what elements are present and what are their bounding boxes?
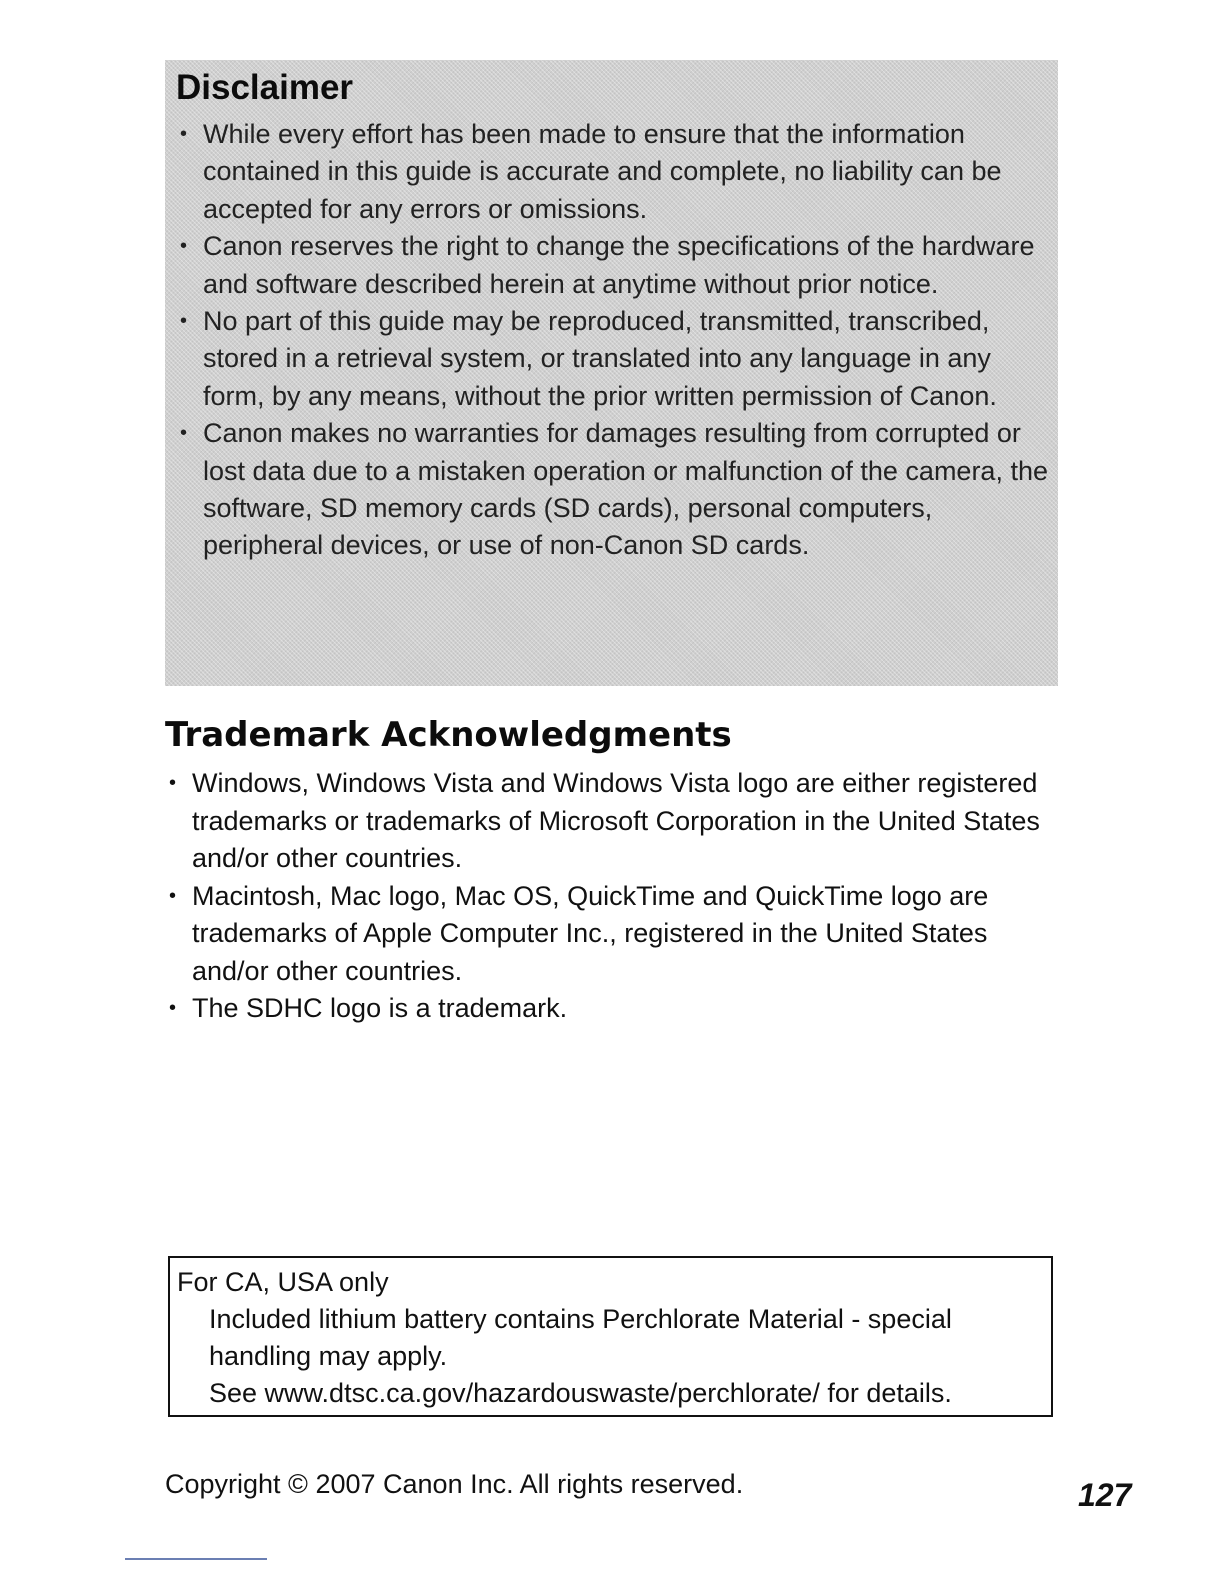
disclaimer-item: • Canon reserves the right to change the specifications of the hardware and software described herein at anytime without prior notice. (176, 228, 1048, 303)
disclaimer-box (165, 60, 1058, 686)
notice-link-line: See www.dtsc.ca.gov/hazardouswaste/perchlorate/ for details. (209, 1378, 952, 1408)
perchlorate-notice-box (168, 1256, 1053, 1417)
bottom-rule (125, 1558, 267, 1560)
disclaimer-item: • While every effort has been made to ensure that the information contained in this guide is accurate and complete, no liability can be accepted for any errors or omissions. (176, 116, 1048, 228)
trademark-title: Trademark Acknowledgments (165, 715, 732, 755)
disclaimer-item: • Canon makes no warranties for damages resulting from corrupted or lost data due to a mistaken operation or malfunction of the camera, the software, SD memory cards (SD cards), personal computers, peripheral devices, or use of non-Canon SD cards. (176, 415, 1048, 565)
trademark-item: • Macintosh, Mac logo, Mac OS, QuickTime and QuickTime logo are trademarks of Apple Computer Inc., registered in the United States and/or other countries. (165, 878, 1055, 991)
notice-heading: For CA, USA only (177, 1267, 389, 1297)
disclaimer-item: • No part of this guide may be reproduced, transmitted, transcribed, stored in a retrieval system, or translated into any language in any form, by any means, without the prior written permission of Canon. (176, 303, 1048, 415)
page-number: 127 (1078, 1477, 1132, 1513)
disclaimer-title: Disclaimer (176, 68, 354, 107)
notice-line: Included lithium battery contains Perchlorate Material - special handling may apply. (209, 1304, 952, 1371)
trademark-item: • The SDHC logo is a trademark. (165, 990, 1055, 1028)
copyright-text: Copyright © 2007 Canon Inc. All rights reserved. (165, 1469, 744, 1499)
trademark-item: • Windows, Windows Vista and Windows Vista logo are either registered trademarks or trademarks of Microsoft Corporation in the United States and/or other countries. (165, 765, 1055, 878)
disclaimer-list (176, 116, 1048, 565)
trademark-list (165, 765, 1055, 1028)
